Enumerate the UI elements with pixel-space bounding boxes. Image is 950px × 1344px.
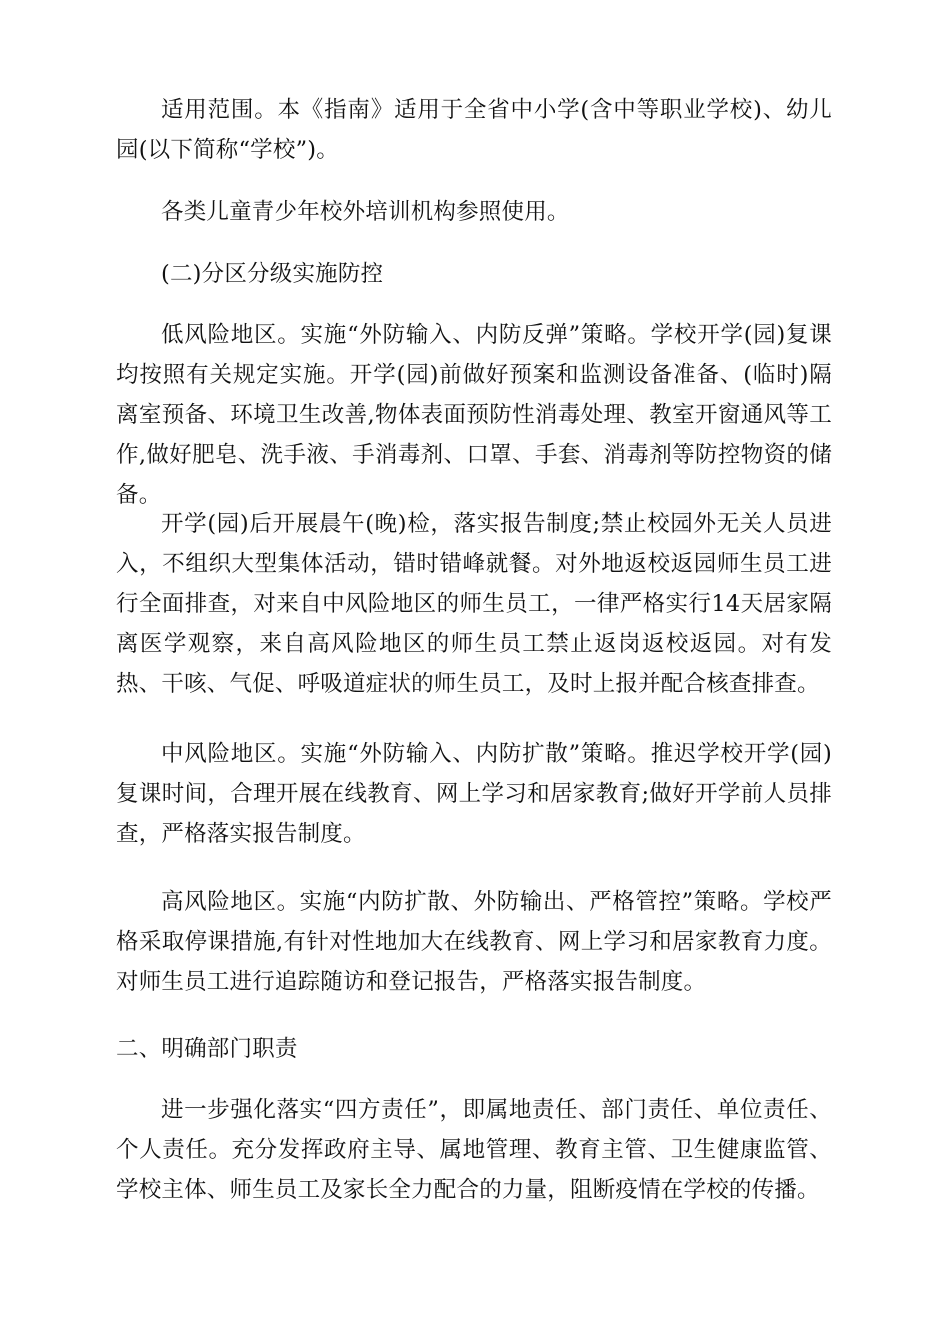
paragraph-high-risk: 高风险地区。实施“内防扩散、外防输出、严格管控”策略。学校严格采取停课措施,有针对性地加大在线教育、网上学习和居家教育力度。对师生员工进行追踪随访和登记报告，严格落实报告制度。 [116,889,832,995]
paragraph-medium-risk: 中风险地区。实施“外防输入、内防扩散”策略。推迟学校开学(园)复课时间，合理开展在线教育、网上学习和居家教育;做好开学前人员排查，严格落实报告制度。 [116,741,832,847]
paragraph-low-risk: 低风险地区。实施“外防输入、内防反弹”策略。学校开学(园)复课均按照有关规定实施。开学(园)前做好预案和监测设备准备、(临时)隔离室预备、环境卫生改善,物体表面预防性消毒处理、教室开窗通风等工作,做好肥皂、洗手液、手消毒剂、口罩、手套、消毒剂等防控物资的储备。 [116,322,832,508]
subheading-zoned-prevention: (二)分区分级实施防控 [161,261,384,287]
paragraph-after-opening: 开学(园)后开展晨午(晚)检，落实报告制度;禁止校园外无关人员进入，不组织大型集体活动，错时错峰就餐。对外地返校返园师生员工进行全面排查，对来自中风险地区的师生员工，一律严格实行14天居家隔离医学观察，来自高风险地区的师生员工禁止返岗返校返园。对有发热、干咳、气促、呼吸道症状的师生员工，及时上报并配合核查排查。 [116,511,832,697]
paragraph-four-responsibilities: 进一步强化落实“四方责任”，即属地责任、部门责任、单位责任、个人责任。充分发挥政府主导、属地管理、教育主管、卫生健康监管、学校主体、师生员工及家长全力配合的力量，阻断疫情在学校的传播。 [116,1097,832,1203]
section-heading-responsibilities: 二、明确部门职责 [116,1036,298,1062]
paragraph-training-institutions: 各类儿童青少年校外培训机构参照使用。 [161,199,570,225]
paragraph-scope: 适用范围。本《指南》适用于全省中小学(含中等职业学校)、幼儿园(以下简称“学校”)。 [116,97,832,163]
